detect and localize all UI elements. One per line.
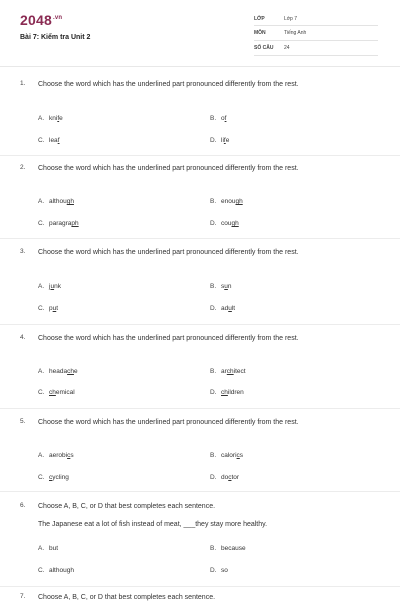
question-number: 5.	[20, 418, 26, 425]
meta-divider	[254, 55, 378, 56]
question-divider	[0, 586, 400, 587]
option-d[interactable]: D. adult	[210, 305, 236, 312]
question-text: Choose A, B, C, or D that best completes each sentence.	[38, 503, 216, 510]
option-b[interactable]: B. sun	[210, 283, 232, 290]
question-divider	[0, 324, 400, 325]
option-d[interactable]: D. children	[210, 389, 244, 396]
question-divider	[0, 238, 400, 239]
meta-count: SỐ CÂU 24	[254, 45, 290, 51]
meta-class: LỚP Lớp 7	[254, 16, 298, 22]
question-divider	[0, 408, 400, 409]
meta-divider	[254, 25, 378, 26]
question-number: 7.	[20, 593, 26, 600]
option-d[interactable]: D. life	[210, 137, 230, 144]
option-a[interactable]: A. knife	[38, 115, 63, 122]
header-divider	[0, 66, 400, 67]
question-sentence: The Japanese eat a lot of fish instead of meat, ___they stay more healthy.	[38, 521, 268, 528]
document-title: Bài 7: Kiểm tra Unit 2	[20, 34, 91, 41]
option-a[interactable]: A. although	[38, 198, 74, 205]
question-divider	[0, 491, 400, 492]
meta-divider	[254, 40, 378, 41]
option-b[interactable]: B. architect	[210, 368, 246, 375]
option-c[interactable]: C. although	[38, 567, 74, 574]
option-d[interactable]: D. doctor	[210, 474, 240, 481]
question-number: 3.	[20, 248, 26, 255]
question-number: 1.	[20, 80, 26, 87]
option-c[interactable]: C. cycling	[38, 474, 69, 481]
meta-subject: MÔN Tiếng Anh	[254, 30, 307, 36]
option-d[interactable]: D. cough	[210, 220, 239, 227]
question-number: 6.	[20, 502, 26, 509]
option-b[interactable]: B. calorics	[210, 452, 244, 459]
question-text: Choose the word which has the underlined part pronounced differently from the rest.	[38, 335, 299, 342]
option-c[interactable]: C. chemical	[38, 389, 75, 396]
question-number: 4.	[20, 334, 26, 341]
option-c[interactable]: C. put	[38, 305, 59, 312]
question-text: Choose the word which has the underlined part pronounced differently from the rest.	[38, 249, 299, 256]
option-c[interactable]: C. paragraph	[38, 220, 79, 227]
option-a[interactable]: A. but	[38, 545, 59, 552]
option-d[interactable]: D. so	[210, 567, 228, 574]
question-text: Choose A, B, C, or D that best completes each sentence.	[38, 594, 216, 601]
option-b[interactable]: B. because	[210, 545, 246, 552]
option-b[interactable]: B. enough	[210, 198, 243, 205]
site-logo[interactable]: $2048^{.vn}$	[20, 12, 63, 28]
question-text: Choose the word which has the underlined part pronounced differently from the rest.	[38, 81, 299, 88]
option-a[interactable]: A. aerobics	[38, 452, 74, 459]
option-a[interactable]: A. headache	[38, 368, 78, 375]
option-c[interactable]: C. leaf	[38, 137, 60, 144]
question-divider	[0, 155, 400, 156]
question-text: Choose the word which has the underlined part pronounced differently from the rest.	[38, 165, 299, 172]
option-a[interactable]: A. junk	[38, 283, 61, 290]
question-number: 2.	[20, 164, 26, 171]
option-b[interactable]: B. of	[210, 115, 227, 122]
question-text: Choose the word which has the underlined part pronounced differently from the rest.	[38, 419, 299, 426]
page-header	[0, 0, 400, 62]
